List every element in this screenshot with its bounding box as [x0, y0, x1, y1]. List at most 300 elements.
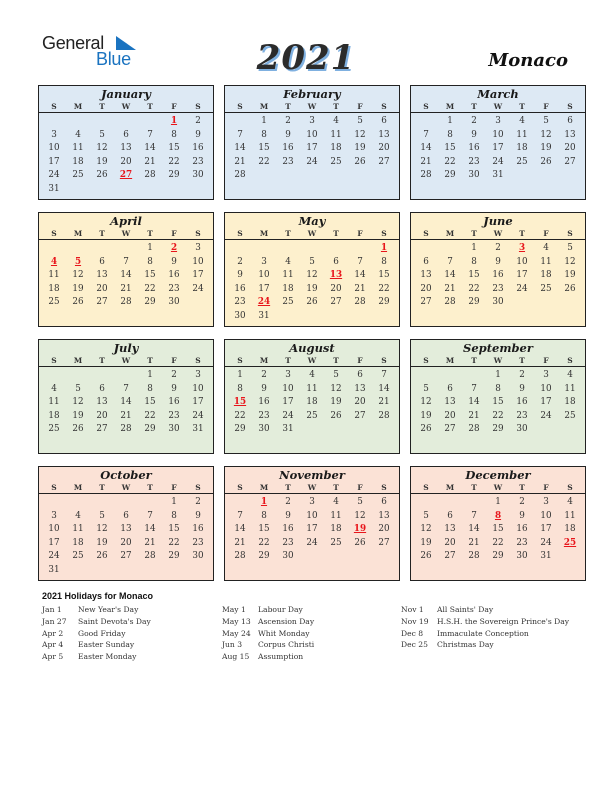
holiday-name: Saint Devota's Day — [78, 616, 151, 626]
day-cell: 17 — [306, 524, 318, 535]
day-cell: 9 — [285, 510, 291, 521]
day-cell: 14 — [420, 143, 432, 154]
day-cell: 29 — [168, 170, 180, 181]
empty-day-cell — [348, 242, 372, 256]
holiday-list-item — [222, 629, 314, 641]
day-cell: 4 — [285, 256, 291, 267]
day-cell: 7 — [471, 510, 477, 521]
day-cell: 4 — [567, 370, 573, 380]
day-cell: 9 — [471, 129, 477, 140]
day-cell: 8 — [447, 129, 453, 140]
day-cell: 21 — [420, 156, 432, 167]
holiday-day-cell: 1 — [170, 116, 178, 126]
day-grid — [411, 240, 585, 310]
day-cell: 10 — [540, 383, 552, 394]
day-cell: 30 — [516, 424, 528, 435]
day-cell: 18 — [72, 156, 84, 167]
day-cell: 3 — [195, 243, 201, 253]
day-cell: 25 — [564, 410, 576, 421]
holiday-day-cell: 15 — [233, 397, 247, 408]
weekday-header-row — [225, 482, 399, 494]
logo-text-blue: Blue — [96, 49, 131, 69]
day-cell: 6 — [381, 497, 387, 507]
weekday-header: S — [381, 102, 387, 111]
day-cell: 22 — [258, 537, 270, 548]
day-cell: 5 — [333, 370, 339, 380]
day-cell: 2 — [519, 497, 525, 507]
day-cell: 27 — [354, 410, 366, 421]
day-cell: 9 — [519, 510, 525, 521]
day-cell: 9 — [237, 270, 243, 281]
weekday-header: T — [99, 356, 105, 365]
day-cell: 5 — [99, 129, 105, 140]
logo-text-general: General — [42, 33, 104, 53]
day-cell: 16 — [492, 270, 504, 281]
day-cell: 15 — [258, 524, 270, 535]
day-cell: 24 — [492, 156, 504, 167]
day-cell: 17 — [48, 537, 60, 548]
holiday-day-cell: 1 — [260, 497, 268, 507]
holiday-day-cell: 27 — [119, 170, 133, 181]
day-cell: 25 — [282, 297, 294, 308]
day-cell: 16 — [192, 143, 204, 154]
holiday-day-cell: 1 — [380, 243, 388, 253]
day-cell: 28 — [144, 170, 156, 181]
day-cell: 20 — [378, 143, 390, 154]
month-february — [224, 85, 400, 200]
day-cell: 8 — [471, 256, 477, 267]
day-cell: 18 — [282, 283, 294, 294]
day-cell: 24 — [48, 170, 60, 181]
day-cell: 26 — [540, 156, 552, 167]
day-cell: 19 — [72, 410, 84, 421]
day-cell: 18 — [72, 537, 84, 548]
day-cell: 30 — [192, 170, 204, 181]
empty-day-cell — [42, 115, 66, 129]
day-cell: 24 — [306, 537, 318, 548]
day-cell: 24 — [192, 283, 204, 294]
day-cell: 7 — [381, 370, 387, 380]
day-cell: 23 — [168, 283, 180, 294]
weekday-header: S — [195, 102, 201, 111]
day-cell: 15 — [144, 270, 156, 281]
day-cell: 3 — [285, 370, 291, 380]
day-cell: 30 — [468, 170, 480, 181]
weekday-header: S — [51, 102, 57, 111]
weekday-header: T — [99, 483, 105, 492]
month-name: March — [477, 87, 519, 101]
day-cell: 16 — [234, 283, 246, 294]
day-cell: 1 — [495, 497, 501, 507]
day-cell: 20 — [330, 283, 342, 294]
holiday-name: Assumption — [258, 652, 304, 662]
day-cell: 30 — [192, 551, 204, 562]
day-cell: 29 — [168, 551, 180, 562]
day-cell: 21 — [144, 156, 156, 167]
day-cell: 8 — [147, 256, 153, 267]
day-cell: 18 — [330, 524, 342, 535]
day-cell: 9 — [495, 256, 501, 267]
weekday-header: T — [471, 483, 477, 492]
day-cell: 5 — [357, 116, 363, 126]
day-cell: 14 — [444, 270, 456, 281]
day-cell: 5 — [543, 116, 549, 126]
day-cell: 3 — [495, 116, 501, 126]
day-cell: 29 — [378, 297, 390, 308]
day-cell: 20 — [120, 537, 132, 548]
day-cell: 29 — [444, 170, 456, 181]
weekday-header: S — [237, 483, 243, 492]
day-cell: 22 — [144, 283, 156, 294]
holiday-list-item — [222, 605, 314, 617]
weekday-header: F — [171, 356, 177, 365]
holiday-day-cell: 5 — [74, 256, 82, 267]
weekday-header-row — [225, 355, 399, 367]
day-cell: 27 — [420, 297, 432, 308]
day-cell: 12 — [540, 129, 552, 140]
day-cell: 25 — [516, 156, 528, 167]
day-cell: 23 — [234, 297, 246, 308]
day-cell: 28 — [120, 297, 132, 308]
day-cell: 20 — [444, 410, 456, 421]
weekday-header: W — [307, 102, 317, 111]
weekday-header: T — [333, 102, 339, 111]
weekday-header: M — [73, 356, 83, 365]
day-cell: 17 — [282, 397, 294, 408]
day-cell: 17 — [258, 283, 270, 294]
holiday-day-cell: 24 — [257, 297, 271, 308]
day-cell: 24 — [282, 410, 294, 421]
day-cell: 19 — [330, 397, 342, 408]
day-cell: 2 — [261, 370, 267, 380]
day-cell: 4 — [567, 497, 573, 507]
day-cell: 9 — [519, 383, 525, 394]
weekday-header-row — [225, 101, 399, 113]
day-cell: 2 — [237, 256, 243, 267]
day-cell: 6 — [447, 383, 453, 394]
empty-day-cell — [462, 496, 486, 510]
day-cell: 28 — [234, 170, 246, 181]
holiday-date: Apr 5 — [42, 652, 64, 662]
holiday-list-item — [401, 629, 569, 641]
day-cell: 15 — [492, 524, 504, 535]
day-cell: 3 — [51, 129, 57, 140]
day-cell: 29 — [492, 551, 504, 562]
day-grid — [39, 240, 213, 310]
empty-day-cell — [276, 242, 300, 256]
weekday-header: S — [567, 483, 573, 492]
weekday-header: M — [445, 483, 455, 492]
empty-day-cell — [90, 369, 114, 383]
holiday-date: Jan 27 — [42, 616, 67, 626]
day-cell: 15 — [168, 143, 180, 154]
month-name: May — [298, 214, 326, 228]
weekday-header-row — [411, 228, 585, 240]
empty-day-cell — [114, 115, 138, 129]
day-cell: 11 — [72, 524, 84, 535]
holiday-name: New Year's Day — [78, 605, 139, 614]
day-cell: 18 — [564, 524, 576, 535]
day-cell: 12 — [420, 524, 432, 535]
day-cell: 14 — [144, 524, 156, 535]
month-name: April — [110, 214, 142, 228]
holiday-day-cell: 8 — [494, 510, 502, 521]
day-cell: 16 — [468, 143, 480, 154]
day-cell: 30 — [234, 310, 246, 321]
day-cell: 4 — [519, 116, 525, 126]
weekday-header: S — [381, 483, 387, 492]
month-name: September — [463, 341, 533, 355]
weekday-header: S — [567, 356, 573, 365]
day-cell: 16 — [258, 397, 270, 408]
day-cell: 8 — [147, 383, 153, 394]
day-cell: 19 — [420, 410, 432, 421]
day-cell: 31 — [282, 424, 294, 435]
weekday-header: F — [543, 102, 549, 111]
day-cell: 28 — [420, 170, 432, 181]
holiday-name: H.S.H. the Sovereign Prince's Day — [437, 616, 570, 626]
holiday-list-item — [401, 640, 569, 652]
day-cell: 11 — [72, 143, 84, 154]
day-cell: 21 — [378, 397, 390, 408]
day-cell: 26 — [354, 156, 366, 167]
day-cell: 30 — [282, 551, 294, 562]
day-cell: 2 — [195, 116, 201, 126]
day-cell: 10 — [306, 129, 318, 140]
month-name: December — [465, 468, 531, 482]
weekday-header: W — [121, 229, 131, 238]
day-cell: 27 — [378, 156, 390, 167]
holiday-day-cell: 25 — [563, 537, 577, 548]
day-cell: 14 — [234, 524, 246, 535]
weekday-header: S — [195, 229, 201, 238]
day-cell: 20 — [420, 283, 432, 294]
day-cell: 30 — [492, 297, 504, 308]
day-cell: 6 — [99, 256, 105, 267]
weekday-header: M — [445, 102, 455, 111]
day-cell: 23 — [192, 156, 204, 167]
weekday-header: T — [471, 229, 477, 238]
holiday-day-cell: 13 — [329, 270, 343, 281]
day-cell: 8 — [171, 510, 177, 521]
empty-day-cell — [228, 496, 252, 510]
day-cell: 8 — [171, 129, 177, 140]
day-cell: 12 — [306, 270, 318, 281]
day-cell: 16 — [516, 524, 528, 535]
day-cell: 14 — [144, 143, 156, 154]
day-cell: 11 — [516, 129, 528, 140]
day-cell: 22 — [168, 537, 180, 548]
day-cell: 15 — [168, 524, 180, 535]
day-cell: 10 — [306, 510, 318, 521]
day-cell: 6 — [123, 510, 129, 521]
day-cell: 15 — [378, 270, 390, 281]
day-cell: 9 — [195, 510, 201, 521]
day-cell: 22 — [234, 410, 246, 421]
day-cell: 10 — [192, 256, 204, 267]
holidays-column — [222, 605, 314, 664]
day-cell: 11 — [564, 510, 576, 521]
day-cell: 29 — [492, 424, 504, 435]
empty-day-cell — [42, 496, 66, 510]
day-cell: 31 — [48, 564, 60, 575]
empty-day-cell — [42, 242, 66, 256]
day-cell: 7 — [357, 256, 363, 267]
day-grid — [39, 113, 213, 197]
day-cell: 26 — [72, 297, 84, 308]
day-grid — [225, 494, 399, 564]
day-cell: 18 — [48, 410, 60, 421]
weekday-header: T — [147, 229, 153, 238]
day-cell: 30 — [258, 424, 270, 435]
day-cell: 13 — [378, 129, 390, 140]
day-cell: 12 — [354, 129, 366, 140]
weekday-header: T — [519, 102, 525, 111]
day-cell: 13 — [444, 524, 456, 535]
country-title: Monaco — [488, 50, 568, 71]
day-cell: 12 — [96, 143, 108, 154]
day-cell: 23 — [282, 156, 294, 167]
day-cell: 17 — [492, 143, 504, 154]
day-cell: 6 — [357, 370, 363, 380]
day-cell: 2 — [285, 116, 291, 126]
day-cell: 22 — [258, 156, 270, 167]
day-cell: 27 — [564, 156, 576, 167]
day-cell: 26 — [420, 424, 432, 435]
holiday-date: Apr 4 — [42, 640, 64, 650]
day-cell: 23 — [168, 410, 180, 421]
day-cell: 19 — [420, 537, 432, 548]
day-cell: 1 — [237, 370, 243, 380]
holiday-list-item — [222, 617, 314, 629]
day-cell: 1 — [495, 370, 501, 380]
weekday-header: T — [471, 102, 477, 111]
day-cell: 7 — [237, 510, 243, 521]
day-cell: 24 — [516, 283, 528, 294]
day-cell: 3 — [543, 497, 549, 507]
weekday-header: M — [445, 229, 455, 238]
empty-day-cell — [42, 369, 66, 383]
day-cell: 19 — [564, 270, 576, 281]
weekday-header: F — [357, 356, 363, 365]
holiday-name: All Saints' Day — [437, 605, 494, 614]
empty-day-cell — [114, 496, 138, 510]
day-cell: 27 — [120, 551, 132, 562]
day-cell: 12 — [72, 397, 84, 408]
month-september — [410, 339, 586, 454]
day-cell: 22 — [378, 283, 390, 294]
weekday-header: T — [519, 483, 525, 492]
empty-day-cell — [228, 115, 252, 129]
month-march — [410, 85, 586, 200]
day-cell: 26 — [96, 551, 108, 562]
day-cell: 7 — [447, 256, 453, 267]
day-cell: 12 — [330, 383, 342, 394]
weekday-header: F — [171, 102, 177, 111]
day-cell: 18 — [564, 397, 576, 408]
day-cell: 7 — [147, 129, 153, 140]
day-cell: 26 — [354, 537, 366, 548]
weekday-header: S — [567, 229, 573, 238]
day-cell: 26 — [564, 283, 576, 294]
day-cell: 26 — [72, 424, 84, 435]
weekday-header: T — [333, 483, 339, 492]
weekday-header: T — [285, 356, 291, 365]
weekday-header: W — [493, 356, 503, 365]
day-cell: 9 — [171, 256, 177, 267]
day-cell: 30 — [168, 297, 180, 308]
day-cell: 2 — [285, 497, 291, 507]
day-cell: 4 — [51, 383, 57, 394]
weekday-header: S — [423, 229, 429, 238]
weekday-header: S — [51, 483, 57, 492]
day-cell: 28 — [468, 424, 480, 435]
day-cell: 22 — [492, 410, 504, 421]
day-cell: 18 — [540, 270, 552, 281]
holiday-name: Immaculate Conception — [437, 628, 529, 638]
day-cell: 28 — [354, 297, 366, 308]
day-cell: 8 — [381, 256, 387, 267]
day-cell: 22 — [168, 156, 180, 167]
weekday-header-row — [39, 355, 213, 367]
holiday-day-cell: 2 — [170, 243, 178, 253]
day-cell: 4 — [75, 510, 81, 521]
day-cell: 1 — [261, 116, 267, 126]
day-cell: 23 — [516, 537, 528, 548]
weekday-header: T — [147, 483, 153, 492]
holiday-name: Easter Monday — [78, 652, 137, 662]
empty-day-cell — [414, 242, 438, 256]
weekday-header: M — [73, 483, 83, 492]
day-cell: 10 — [516, 256, 528, 267]
day-grid — [411, 367, 585, 437]
day-cell: 14 — [468, 397, 480, 408]
weekday-header: S — [237, 102, 243, 111]
holiday-date: Jan 1 — [42, 605, 62, 614]
day-cell: 16 — [282, 524, 294, 535]
weekday-header: W — [121, 483, 131, 492]
day-cell: 14 — [234, 143, 246, 154]
day-cell: 25 — [306, 410, 318, 421]
day-cell: 8 — [261, 510, 267, 521]
day-cell: 3 — [309, 497, 315, 507]
day-cell: 31 — [540, 551, 552, 562]
empty-day-cell — [324, 242, 348, 256]
day-cell: 5 — [309, 256, 315, 267]
weekday-header: F — [357, 483, 363, 492]
weekday-header: S — [423, 483, 429, 492]
day-cell: 28 — [234, 551, 246, 562]
day-cell: 9 — [195, 129, 201, 140]
day-cell: 21 — [234, 156, 246, 167]
day-grid — [39, 367, 213, 437]
day-cell: 12 — [564, 256, 576, 267]
weekday-header: T — [519, 356, 525, 365]
day-cell: 4 — [75, 129, 81, 140]
day-cell: 28 — [378, 410, 390, 421]
day-cell: 4 — [309, 370, 315, 380]
day-cell: 29 — [234, 424, 246, 435]
month-august — [224, 339, 400, 454]
day-cell: 9 — [285, 129, 291, 140]
day-cell: 11 — [330, 129, 342, 140]
weekday-header: W — [493, 483, 503, 492]
day-cell: 28 — [468, 551, 480, 562]
weekday-header: S — [423, 356, 429, 365]
weekday-header: W — [307, 356, 317, 365]
day-cell: 31 — [258, 310, 270, 321]
day-cell: 3 — [195, 370, 201, 380]
